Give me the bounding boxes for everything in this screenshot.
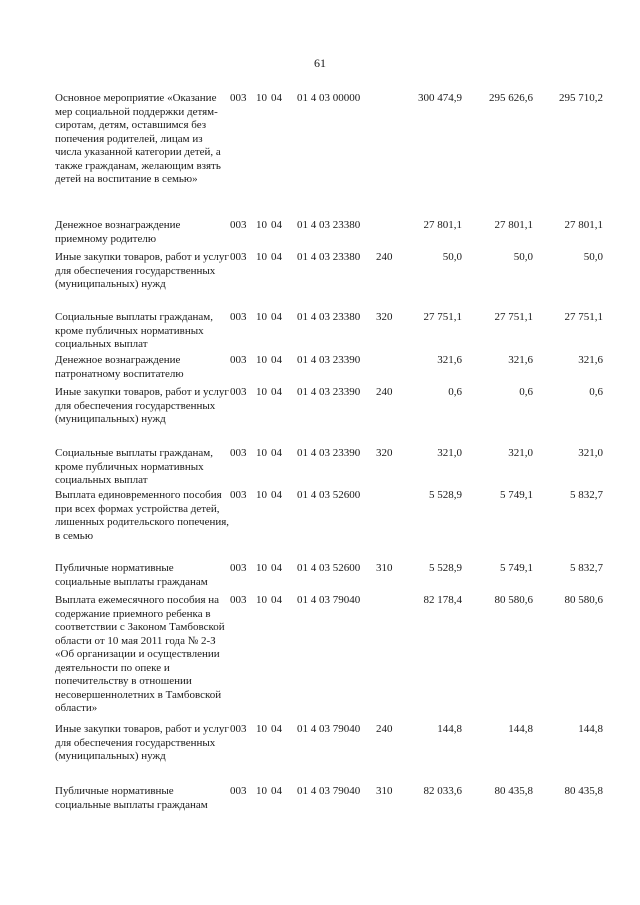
row-value-1: 300 474,9	[418, 92, 462, 104]
row-ved: 003	[230, 562, 247, 574]
row-value-3: 80 435,8	[564, 785, 603, 797]
row-csr: 01 4 03 52600	[297, 489, 361, 501]
row-value-3: 321,6	[578, 354, 603, 366]
row-ved: 003	[230, 92, 247, 104]
row-csr: 01 4 03 23390	[297, 447, 361, 459]
row-csr: 01 4 03 79040	[297, 785, 361, 797]
row-name: Выплата единовременного пособия при всех формах устройства детей, лишенных родительского попечения, в семью	[55, 489, 230, 542]
row-name: Публичные нормативные социальные выплаты гражданам	[55, 562, 208, 588]
row-name: Основное мероприятие «Оказание мер социальной поддержки детям-сиротам, детям, оставшимся без попечения родителей, лицам из числа указанной категории детей, а также гражданам, желающим взять детей на воспитание в семью»	[55, 92, 221, 185]
row-name: Выплата ежемесячного пособия на содержание приемного ребенка в соответствии с Законом Тамбовской области от 10 мая 2011 года № 2-З «Об организации и осуществлении деятельности по опеке и попечительству в отношении несовершеннолетних в Тамбовской области»	[55, 594, 225, 714]
row-csr: 01 4 03 79040	[297, 723, 361, 735]
row-vr: 320	[376, 447, 393, 459]
row-csr: 01 4 03 23390	[297, 386, 361, 398]
row-csr: 01 4 03 23390	[297, 354, 361, 366]
row-rz: 10	[256, 785, 267, 797]
row-value-1: 27 751,1	[423, 311, 462, 323]
row-vr: 320	[376, 311, 393, 323]
row-value-2: 50,0	[513, 251, 533, 263]
row-csr: 01 4 03 23380	[297, 251, 361, 263]
row-rz: 10	[256, 447, 267, 459]
row-pr: 04	[271, 447, 282, 459]
row-value-2: 80 580,6	[494, 594, 533, 606]
row-ved: 003	[230, 311, 247, 323]
row-pr: 04	[271, 219, 282, 231]
row-value-3: 5 832,7	[570, 489, 603, 501]
row-rz: 10	[256, 251, 267, 263]
row-pr: 04	[271, 785, 282, 797]
row-rz: 10	[256, 354, 267, 366]
row-value-3: 27 801,1	[564, 219, 603, 231]
row-pr: 04	[271, 723, 282, 735]
row-vr: 310	[376, 785, 393, 797]
row-value-2: 295 626,6	[489, 92, 533, 104]
row-value-3: 144,8	[578, 723, 603, 735]
row-name: Социальные выплаты гражданам, кроме публичных нормативных социальных выплат	[55, 311, 213, 350]
row-value-1: 82 178,4	[423, 594, 462, 606]
row-pr: 04	[271, 489, 282, 501]
row-name: Денежное вознаграждение приемному родителю	[55, 219, 181, 245]
row-value-1: 50,0	[442, 251, 462, 263]
row-rz: 10	[256, 594, 267, 606]
row-name: Иные закупки товаров, работ и услуг для обеспечения государственных (муниципальных) нужд	[55, 723, 229, 762]
row-pr: 04	[271, 354, 282, 366]
row-ved: 003	[230, 489, 247, 501]
row-ved: 003	[230, 594, 247, 606]
row-rz: 10	[256, 489, 267, 501]
row-value-2: 27 751,1	[494, 311, 533, 323]
row-vr: 240	[376, 723, 393, 735]
row-rz: 10	[256, 92, 267, 104]
row-value-2: 27 801,1	[494, 219, 533, 231]
row-ved: 003	[230, 251, 247, 263]
row-pr: 04	[271, 251, 282, 263]
row-ved: 003	[230, 785, 247, 797]
row-name: Социальные выплаты гражданам, кроме публичных нормативных социальных выплат	[55, 447, 213, 486]
row-value-1: 5 528,9	[429, 562, 462, 574]
row-pr: 04	[271, 562, 282, 574]
row-value-2: 321,6	[508, 354, 533, 366]
row-value-2: 0,6	[519, 386, 533, 398]
row-csr: 01 4 03 79040	[297, 594, 361, 606]
row-name: Иные закупки товаров, работ и услуг для обеспечения государственных (муниципальных) нужд	[55, 251, 229, 290]
row-pr: 04	[271, 386, 282, 398]
row-name: Иные закупки товаров, работ и услуг для обеспечения государственных (муниципальных) нужд	[55, 386, 229, 425]
row-value-3: 27 751,1	[564, 311, 603, 323]
row-rz: 10	[256, 386, 267, 398]
row-value-1: 144,8	[437, 723, 462, 735]
row-value-1: 0,6	[448, 386, 462, 398]
row-ved: 003	[230, 386, 247, 398]
row-value-3: 50,0	[583, 251, 603, 263]
row-ved: 003	[230, 354, 247, 366]
row-value-1: 321,0	[437, 447, 462, 459]
row-rz: 10	[256, 562, 267, 574]
row-value-3: 321,0	[578, 447, 603, 459]
page-number: 61	[314, 56, 326, 70]
row-pr: 04	[271, 92, 282, 104]
row-csr: 01 4 03 23380	[297, 219, 361, 231]
row-vr: 240	[376, 251, 393, 263]
row-value-2: 144,8	[508, 723, 533, 735]
row-csr: 01 4 03 52600	[297, 562, 361, 574]
row-pr: 04	[271, 311, 282, 323]
row-vr: 310	[376, 562, 393, 574]
row-csr: 01 4 03 23380	[297, 311, 361, 323]
row-value-1: 5 528,9	[429, 489, 462, 501]
row-name: Денежное вознаграждение патронатному воспитателю	[55, 354, 184, 380]
row-ved: 003	[230, 723, 247, 735]
row-value-3: 80 580,6	[564, 594, 603, 606]
row-value-1: 82 033,6	[423, 785, 462, 797]
row-value-1: 321,6	[437, 354, 462, 366]
row-rz: 10	[256, 219, 267, 231]
row-ved: 003	[230, 447, 247, 459]
row-value-3: 0,6	[589, 386, 603, 398]
row-value-2: 5 749,1	[500, 562, 533, 574]
row-rz: 10	[256, 311, 267, 323]
row-vr: 240	[376, 386, 393, 398]
row-value-2: 321,0	[508, 447, 533, 459]
row-ved: 003	[230, 219, 247, 231]
row-csr: 01 4 03 00000	[297, 92, 361, 104]
row-name: Публичные нормативные социальные выплаты гражданам	[55, 785, 208, 811]
row-value-3: 295 710,2	[559, 92, 603, 104]
row-pr: 04	[271, 594, 282, 606]
row-value-3: 5 832,7	[570, 562, 603, 574]
row-value-2: 5 749,1	[500, 489, 533, 501]
row-value-2: 80 435,8	[494, 785, 533, 797]
row-rz: 10	[256, 723, 267, 735]
row-value-1: 27 801,1	[423, 219, 462, 231]
